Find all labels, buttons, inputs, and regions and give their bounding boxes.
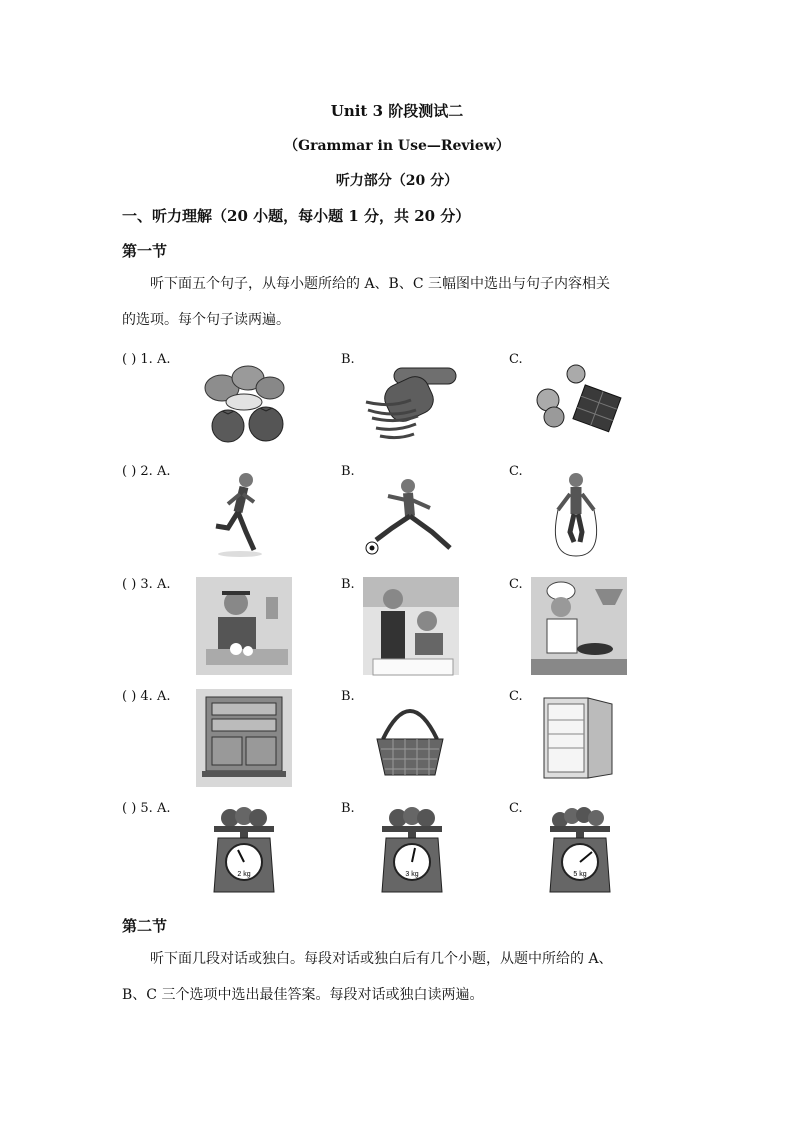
question-2-option-c: C. bbox=[509, 464, 523, 479]
question-2-label: ( ) 2. A. bbox=[122, 464, 171, 479]
question-5-option-c: C. bbox=[509, 801, 523, 816]
scale-5kg-picture bbox=[546, 808, 614, 896]
man-washing-dishes-picture bbox=[196, 577, 292, 675]
subsection-2-heading: 第二节 bbox=[122, 917, 168, 935]
man-running-picture bbox=[210, 470, 268, 558]
question-3-label: ( ) 3. A. bbox=[122, 577, 171, 592]
question-4-label: ( ) 4. A. bbox=[122, 689, 171, 704]
question-5-label: ( ) 5. A. bbox=[122, 801, 171, 816]
instruction-2-line-2: B、C 三个选项中选出最佳答案。每段对话或独白读两遍。 bbox=[122, 987, 484, 1003]
question-1-option-b: B. bbox=[341, 352, 355, 367]
question-1-option-c: C. bbox=[509, 352, 523, 367]
scale-3kg-reading: 3 kg bbox=[405, 871, 419, 878]
chef-cooking-picture bbox=[531, 577, 627, 675]
boy-skipping-rope-picture bbox=[540, 470, 612, 558]
part-heading: 听力部分（20 分） bbox=[335, 173, 459, 189]
boy-playing-football-picture bbox=[362, 478, 457, 558]
scale-2kg-picture bbox=[210, 808, 278, 896]
question-3-option-c: C. bbox=[509, 577, 523, 592]
question-5-option-b: B. bbox=[341, 801, 355, 816]
instruction-2-line-1: 听下面几段对话或独白。每段对话或独白后有几个小题，从题中所给的 A、 bbox=[150, 951, 613, 967]
page-title: Unit 3 阶段测试二 bbox=[330, 102, 464, 120]
scale-3kg-picture bbox=[378, 808, 446, 896]
question-1-label: ( ) 1. A. bbox=[122, 352, 171, 367]
subsection-1-heading: 第一节 bbox=[122, 242, 168, 260]
instruction-1-line-2: 的选项。每个句子读两遍。 bbox=[122, 312, 290, 328]
cookies-and-chocolate-picture bbox=[530, 362, 625, 440]
waiter-taking-order-picture bbox=[363, 577, 459, 675]
question-4-option-b: B. bbox=[341, 689, 355, 704]
question-3-option-b: B. bbox=[341, 577, 355, 592]
basket-picture bbox=[373, 703, 447, 779]
instruction-1-line-1: 听下面五个句子，从每小题所给的 A、B、C 三幅图中选出与句子内容相关 bbox=[150, 276, 611, 292]
cucumber-and-beans-picture bbox=[366, 362, 461, 444]
cupboard-picture bbox=[196, 689, 292, 787]
fridge-picture bbox=[540, 694, 616, 780]
scale-2kg-reading: 2 kg bbox=[237, 871, 251, 878]
scale-5kg-reading: 5 kg bbox=[573, 871, 587, 878]
question-4-option-c: C. bbox=[509, 689, 523, 704]
page-subtitle: （Grammar in Use—Review） bbox=[284, 138, 510, 154]
section-heading: 一、听力理解（20 小题，每小题 1 分，共 20 分） bbox=[122, 207, 471, 225]
potatoes-and-tomatoes-picture bbox=[200, 358, 290, 444]
question-2-option-b: B. bbox=[341, 464, 355, 479]
